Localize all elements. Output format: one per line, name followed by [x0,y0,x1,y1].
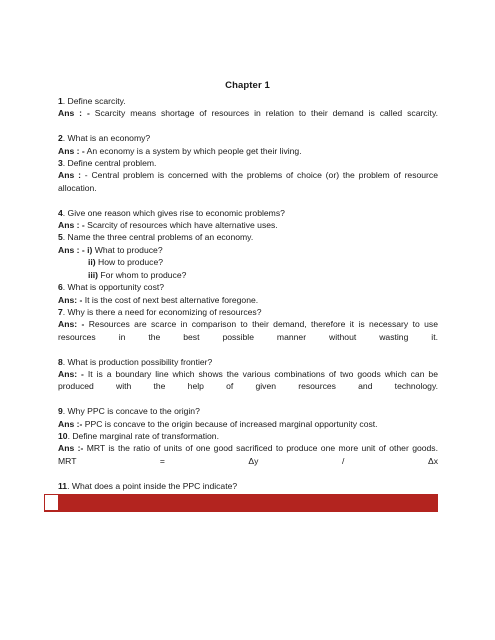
sub-text: How to produce? [95,257,163,268]
answer-5-sub-2 [58,256,438,268]
answer-7 [58,318,438,355]
answer-label: Ans: - [58,294,83,305]
sub-label: iii) [88,269,99,280]
question-text: . What is production possibility frontier? [62,356,213,367]
question-number: 8 [58,356,63,367]
question-7 [58,306,438,318]
question-text: . Define scarcity. [62,96,126,106]
answer-text: PPC is concave to the origin because of increased marginal opportunity cost. [82,418,378,429]
footer-bar [44,494,438,512]
answer-9 [58,418,438,430]
question-number: 11 [58,480,68,491]
question-number: 2 [58,133,63,144]
answer-label: Ans :- [58,443,84,454]
answer-label: Ans : - [58,220,85,231]
question-number: 5 [58,232,63,243]
footer-box [44,494,59,511]
question-2 [58,132,438,144]
answer-text: Scarcity means shortage of resources in relation to their demand is called scarcity. [89,108,438,119]
question-text: . Define marginal rate of transformation. [67,430,219,441]
question-number: 1 [58,96,63,106]
answer-2 [58,145,438,157]
question-number: 4 [58,207,63,218]
question-4 [58,207,438,219]
answer-8 [58,368,438,405]
answer-label: Ans : - [58,108,90,119]
question-text: . What does a point inside the PPC indicate? [67,480,238,491]
answer-label: Ans : - [58,145,85,156]
question-text: . Give one reason which gives rise to economic problems? [62,207,285,218]
answer-label: Ans : - i) [58,244,93,255]
answer-text: Resources are scarce in comparison to their demand, therefore it is necessary to use resources in the best possible manner without wasting it. [58,319,438,342]
answer-text: What to produce? [92,244,163,255]
answer-text: It is the cost of next best alternative foregone. [82,294,259,305]
question-8 [58,356,438,368]
question-text: . What is opportunity cost? [62,282,165,293]
question-9 [58,405,438,417]
answer-3 [58,169,438,206]
answer-1 [58,107,438,132]
answer-text: MRT is the ratio of units of one good sacrificed to produce one more unit of other goods. MRT = Δy / Δx [58,443,438,466]
sub-text: For whom to produce? [98,269,187,280]
question-text: . Define central problem. [62,158,157,169]
question-3 [58,157,438,169]
question-10 [58,430,438,442]
question-11 [58,480,438,492]
qa-list [58,95,438,517]
question-number: 9 [58,406,63,417]
answer-label: Ans : [58,170,81,181]
answer-5-sub-3 [58,269,438,281]
answer-text: - Central problem is concerned with the problems of choice (or) the problem of resource allocation. [58,170,438,193]
question-1 [58,95,438,107]
answer-label: Ans: - [58,368,84,379]
question-text: . What is an economy? [62,133,151,144]
question-text: . Why PPC is concave to the origin? [62,406,200,417]
answer-label: Ans: - [58,319,85,330]
answer-4 [58,219,438,231]
sub-label: ii) [88,257,96,268]
question-5 [58,231,438,243]
question-number: 3 [58,158,63,169]
question-text: . Name the three central problems of an economy. [62,232,254,243]
answer-5 [58,244,438,256]
answer-text: Scarcity of resources which have alternative uses. [84,220,278,231]
answer-text: An economy is a system by which people get their living. [84,145,302,156]
chapter-title: Chapter 1 [225,80,270,91]
question-number: 10 [58,430,68,441]
question-number: 7 [58,306,63,317]
answer-label: Ans :- [58,418,83,429]
answer-6 [58,294,438,306]
question-text: . Why is there a need for economizing of resources? [62,306,262,317]
question-6 [58,281,438,293]
answer-text: It is a boundary line which shows the various combinations of two goods which can be produced with the help of given resources and technology. [58,368,438,392]
question-number: 6 [58,282,63,293]
answer-10 [58,442,438,479]
